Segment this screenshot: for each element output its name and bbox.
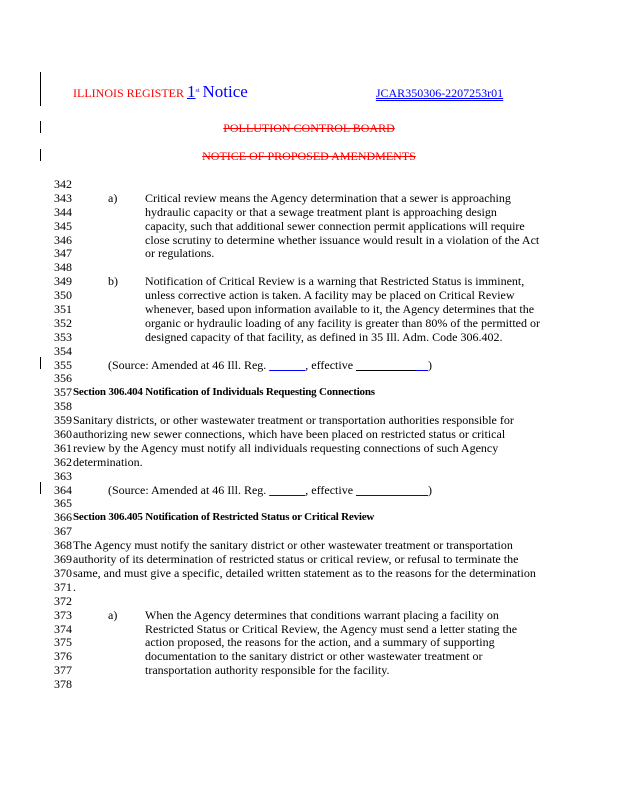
date-blank: __________ — [356, 357, 417, 372]
document-line — [54, 636, 554, 650]
source-text: (Source: Amended at 46 Ill. Reg. — [108, 482, 270, 497]
section-heading: Section 306.404 Notification of Individuals Requesting Connections — [73, 386, 375, 399]
line-text: The Agency must notify the sanitary district or other wastewater treatment or transportation — [73, 538, 513, 553]
source-note — [108, 359, 432, 373]
register-blank: ______ — [269, 482, 306, 497]
document-line — [54, 247, 554, 261]
document-line — [54, 456, 554, 470]
line-text: . — [73, 579, 76, 594]
line-number: 358 — [54, 399, 72, 414]
line-text: whenever, based upon information available to it, the Agency determines that the — [145, 302, 535, 317]
line-number: 367 — [54, 524, 72, 539]
line-number: 371 — [54, 579, 72, 594]
line-text: authorizing new sewer connections, which have been placed on restricted status or critical — [73, 427, 506, 442]
document-line — [54, 623, 554, 637]
effective-text: , effective — [305, 357, 357, 372]
document-line — [54, 525, 554, 539]
document-line — [54, 261, 554, 275]
line-number: 342 — [54, 177, 72, 191]
line-number: 343 — [54, 190, 72, 205]
line-text: When the Agency determines that conditions warrant placing a facility on — [145, 607, 499, 622]
line-text: determination. — [73, 454, 143, 469]
line-text: Sanitary districts, or other wastewater treatment or transportation authorities responsible for — [73, 413, 514, 428]
line-text: or regulations. — [145, 246, 215, 261]
notice-title: NOTICE OF PROPOSED AMENDMENTS — [202, 149, 416, 163]
line-number: 349 — [54, 274, 72, 289]
document-line — [54, 372, 554, 386]
subsection-label: a) — [108, 190, 118, 205]
line-number: 348 — [54, 260, 72, 275]
line-text: transportation authority responsible for the facility. — [145, 663, 390, 678]
notice-label: Notice — [202, 82, 248, 101]
document-line — [54, 275, 554, 289]
document-line — [54, 317, 554, 331]
document-line — [54, 345, 554, 359]
line-number: 364 — [54, 482, 72, 497]
document-line — [54, 414, 554, 428]
line-number: 344 — [54, 204, 72, 219]
source-close: ) — [428, 482, 433, 497]
effective-text: , effective — [305, 482, 357, 497]
issue-number: 1 — [187, 82, 196, 101]
subsection-label: b) — [108, 274, 118, 289]
line-number: 347 — [54, 246, 72, 261]
document-line — [54, 192, 554, 206]
document-line — [54, 609, 554, 623]
line-number: 365 — [54, 496, 72, 511]
document-line — [54, 664, 554, 678]
line-text: Critical review means the Agency determination that a sewer is approaching — [145, 190, 511, 205]
line-number: 356 — [54, 371, 72, 386]
line-number: 366 — [54, 510, 72, 525]
document-line — [54, 511, 554, 525]
document-line — [54, 400, 554, 414]
document-line — [54, 678, 554, 692]
document-line — [54, 595, 554, 609]
register-label: ILLINOIS REGISTER — [73, 86, 184, 100]
change-bar — [40, 357, 41, 369]
change-bar — [40, 72, 41, 106]
document-line — [54, 428, 554, 442]
document-line — [54, 178, 554, 192]
line-text: close scrutiny to determine whether issuance would result in a violation of the Act — [145, 232, 540, 247]
line-text: documentation to the sanitary district or other wastewater treatment or — [145, 649, 483, 664]
source-text: (Source: Amended at 46 Ill. Reg. — [108, 357, 270, 372]
document-code: JCAR350306-2207253r01 — [375, 86, 504, 100]
line-number: 352 — [54, 315, 72, 330]
line-number: 376 — [54, 649, 72, 664]
document-line — [54, 234, 554, 248]
document-line — [54, 470, 554, 484]
line-text: authority of its determination of restricted status or critical review, or refusal to terminate the — [73, 552, 519, 567]
line-number: 350 — [54, 288, 72, 303]
line-text: review by the Agency must notify all individuals requesting connections of such Agency — [73, 440, 499, 455]
issue-suffix: st — [195, 88, 200, 94]
subsection-label: a) — [108, 607, 118, 622]
source-close: ) — [428, 357, 433, 372]
document-line — [54, 484, 554, 498]
line-number: 377 — [54, 663, 72, 678]
document-line — [54, 331, 554, 345]
line-number: 375 — [54, 635, 72, 650]
line-number: 360 — [54, 427, 72, 442]
line-text: hydraulic capacity or that a sewage treatment plant is approaching design — [145, 204, 497, 219]
document-line — [54, 539, 554, 553]
document-line — [54, 442, 554, 456]
document-line — [54, 303, 554, 317]
change-bar — [40, 482, 41, 494]
line-number: 368 — [54, 538, 72, 553]
line-number: 351 — [54, 302, 72, 317]
document-line — [54, 567, 554, 581]
line-number: 355 — [54, 357, 72, 372]
document-line — [54, 386, 554, 400]
line-number: 369 — [54, 552, 72, 567]
line-text: organic or hydraulic loading of any facility is greater than 80% of the permitted or — [145, 315, 540, 330]
line-number: 346 — [54, 232, 72, 247]
line-text: Restricted Status or Critical Review, the Agency must send a letter stating the — [145, 621, 518, 636]
line-number: 345 — [54, 218, 72, 233]
source-note — [108, 484, 432, 498]
line-number: 370 — [54, 565, 72, 580]
running-header — [73, 82, 503, 102]
document-line — [54, 289, 554, 303]
line-text: designed capacity of that facility, as defined in 35 Ill. Adm. Code 306.402. — [145, 329, 503, 344]
document-line — [54, 553, 554, 567]
document-line — [54, 206, 554, 220]
line-number: 359 — [54, 413, 72, 428]
line-number: 374 — [54, 621, 72, 636]
date-blank-inserted: ____________ — [356, 482, 429, 497]
line-number: 353 — [54, 329, 72, 344]
line-text: same, and must give a specific, detailed written statement as to the reasons for the determination — [73, 565, 536, 580]
document-body — [54, 178, 554, 692]
document-line — [54, 497, 554, 511]
line-number: 372 — [54, 593, 72, 608]
document-line — [54, 650, 554, 664]
section-heading: Section 306.405 Notification of Restricted Status or Critical Review — [73, 511, 375, 524]
document-line — [54, 359, 554, 373]
register-blank: ______ — [269, 357, 306, 372]
line-number: 362 — [54, 454, 72, 469]
line-number: 361 — [54, 440, 72, 455]
line-number: 378 — [54, 677, 72, 692]
line-number: 373 — [54, 607, 72, 622]
document-line — [54, 220, 554, 234]
date-blank-inserted: __ — [416, 357, 429, 372]
line-number: 354 — [54, 343, 72, 358]
agency-title: POLLUTION CONTROL BOARD — [223, 121, 395, 135]
line-text: Notification of Critical Review is a warning that Restricted Status is imminent, — [145, 274, 525, 289]
line-number: 363 — [54, 468, 72, 483]
document-line — [54, 581, 554, 595]
line-number: 357 — [54, 385, 72, 400]
line-text: action proposed, the reasons for the action, and a summary of supporting — [145, 635, 495, 650]
line-text: unless corrective action is taken. A facility may be placed on Critical Review — [145, 288, 515, 303]
line-text: capacity, such that additional sewer connection permit applications will require — [145, 218, 525, 233]
